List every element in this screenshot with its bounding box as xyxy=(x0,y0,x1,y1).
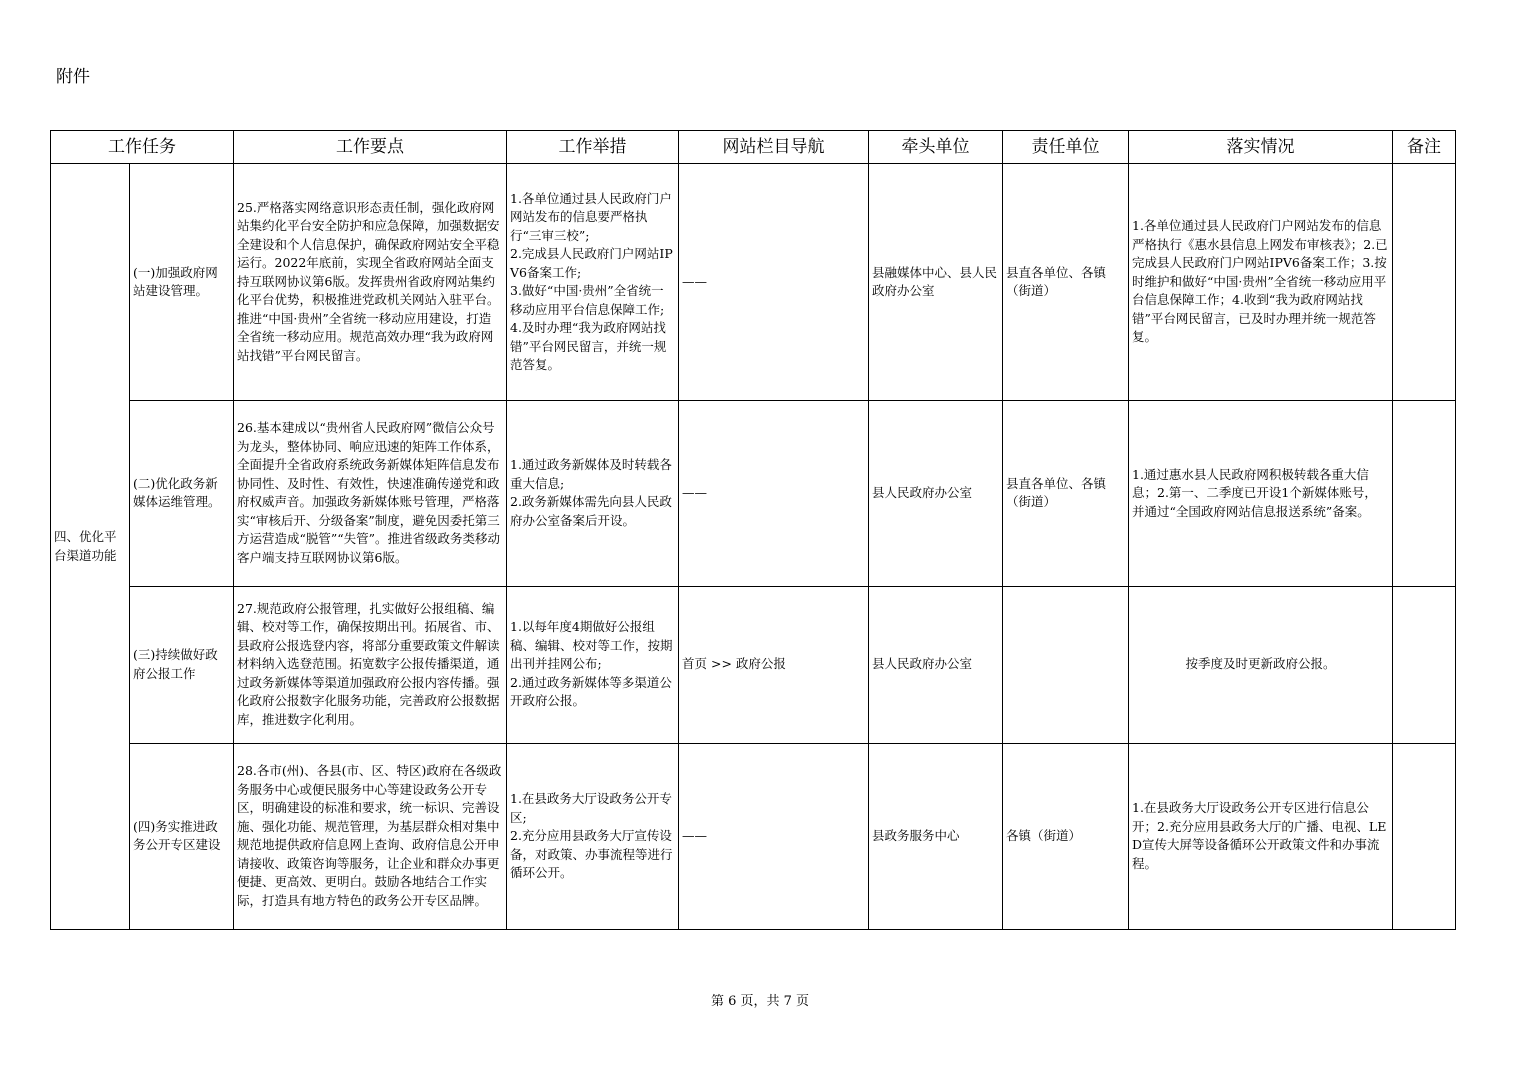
note-cell xyxy=(1393,743,1456,929)
work-task-table xyxy=(50,130,1456,930)
lead-cell: 县人民政府办公室 xyxy=(869,401,1003,586)
measures-text: 1.各单位通过县人民政府门户网站发布的信息要严格执行“三审三校”; 2.完成县人民政府门户网站IPV6备案工作; 3.做好“中国·贵州”全省统一移动应用平台信息保障工作; 4.及时办理“我为政府网站找错”平台网民留言，并统一规范答复。 xyxy=(510,190,673,373)
subtask-cell: (一)加强政府网站建设管理。 xyxy=(130,164,234,401)
points-cell: 26.基本建成以“贵州省人民政府网”微信公众号为龙头，整体协同、响应迅速的矩阵工作体系，全面提升全省政府系统政务新媒体矩阵信息发布协同性、及时性、有效性，快速准确传递党和政府权威声音。加强政务新媒体账号管理，严格落实“审核后开、分级备案”制度，避免因委托第三方运营造成“脱管”“失管”。推进省级政务类移动客户端支持互联网协议第6版。 xyxy=(234,401,507,586)
points-cell: 28.各市(州)、各县(市、区、特区)政府在各级政务服务中心或便民服务中心等建设政务公开专区，明确建设的标准和要求，统一标识、完善设施、强化功能、规范管理，为基层群众相对集中规范地提供政府信息网上查询、政府信息公开申请接收、政策咨询等服务，让企业和群众办事更便捷、更高效、更明白。鼓励各地结合工作实际，打造具有地方特色的政务公开专区品牌。 xyxy=(234,743,507,929)
resp-cell: 县直各单位、各镇（街道） xyxy=(1003,164,1129,401)
measures-text: 1.在县政务大厅设政务公开专区; 2.充分应用县政务大厅宣传设备，对政策、办事流程等进行循环公开。 xyxy=(510,791,673,881)
subtask-cell: (三)持续做好政府公报工作 xyxy=(130,586,234,743)
header-note: 备注 xyxy=(1393,131,1456,164)
resp-cell xyxy=(1003,586,1129,743)
table-row xyxy=(51,401,1456,586)
table-row xyxy=(51,586,1456,743)
measures-cell xyxy=(507,586,679,743)
subtask-cell: (二)优化政务新媒体运维管理。 xyxy=(130,401,234,586)
measures-cell xyxy=(507,743,679,929)
status-cell: 按季度及时更新政府公报。 xyxy=(1129,586,1393,743)
status-cell: 1.通过惠水县人民政府网积极转载各重大信息；2.第一、二季度已开设1个新媒体账号，并通过“全国政府网站信息报送系统”备案。 xyxy=(1129,401,1393,586)
header-row xyxy=(51,131,1456,164)
note-cell xyxy=(1393,586,1456,743)
header-task: 工作任务 xyxy=(51,131,234,164)
header-measures: 工作举措 xyxy=(507,131,679,164)
lead-cell: 县政务服务中心 xyxy=(869,743,1003,929)
header-points: 工作要点 xyxy=(234,131,507,164)
attachment-label: 附件 xyxy=(56,67,90,87)
measures-text: 1.通过政务新媒体及时转载各重大信息; 2.政务新媒体需先向县人民政府办公室备案后开设。 xyxy=(510,457,672,528)
header-resp: 责任单位 xyxy=(1003,131,1129,164)
page-number: 第 6 页，共 7 页 xyxy=(710,994,810,1009)
note-cell xyxy=(1393,164,1456,401)
nav-cell: —— xyxy=(679,401,869,586)
measures-text: 1.以每年度4期做好公报组稿、编辑、校对等工作，按期出刊并挂网公布; 2.通过政务新媒体等多渠道公开政府公报。 xyxy=(510,619,673,709)
nav-cell: —— xyxy=(679,164,869,401)
header-status: 落实情况 xyxy=(1129,131,1393,164)
note-cell xyxy=(1393,401,1456,586)
points-cell: 25.严格落实网络意识形态责任制，强化政府网站集约化平台安全防护和应急保障，加强数据安全建设和个人信息保护，确保政府网站安全平稳运行。2022年底前，实现全省政府网站全面支持互联网协议第6版。发挥贵州省政府网站集约化平台优势，积极推进党政机关网站入驻平台。推进“中国·贵州”全省统一移动应用建设，打造全省统一移动应用。规范高效办理“我为政府网站找错”平台网民留言。 xyxy=(234,164,507,401)
nav-cell: —— xyxy=(679,743,869,929)
lead-cell: 县融媒体中心、县人民政府办公室 xyxy=(869,164,1003,401)
resp-cell: 县直各单位、各镇（街道） xyxy=(1003,401,1129,586)
header-nav: 网站栏目导航 xyxy=(679,131,869,164)
status-cell: 1.各单位通过县人民政府门户网站发布的信息严格执行《惠水县信息上网发布审核表》；2.已完成县人民政府门户网站IPV6备案工作；3.按时维护和做好“中国·贵州”全省统一移动应用平台信息保障工作；4.收到“我为政府网站找错”平台网民留言，已及时办理并统一规范答复。 xyxy=(1129,164,1393,401)
table-row xyxy=(51,743,1456,929)
subtask-cell: (四)务实推进政务公开专区建设 xyxy=(130,743,234,929)
measures-cell xyxy=(507,401,679,586)
nav-cell: 首页 >> 政府公报 xyxy=(679,586,869,743)
header-lead: 牵头单位 xyxy=(869,131,1003,164)
points-cell: 27.规范政府公报管理，扎实做好公报组稿、编辑、校对等工作，确保按期出刊。拓展省、市、县政府公报选登内容，将部分重要政策文件解读材料纳入选登范围。拓宽数字公报传播渠道，通过政务新媒体等渠道加强政府公报内容传播。强化政府公报数字化服务功能，完善政府公报数据库，推进数字化利用。 xyxy=(234,586,507,743)
status-cell: 1.在县政务大厅设政务公开专区进行信息公开；2.充分应用县政务大厅的广播、电视、LED宣传大屏等设备循环公开政策文件和办事流程。 xyxy=(1129,743,1393,929)
resp-cell: 各镇（街道） xyxy=(1003,743,1129,929)
lead-cell: 县人民政府办公室 xyxy=(869,586,1003,743)
table-row xyxy=(51,164,1456,401)
measures-cell xyxy=(507,164,679,401)
group-label: 四、优化平台渠道功能 xyxy=(51,164,130,930)
